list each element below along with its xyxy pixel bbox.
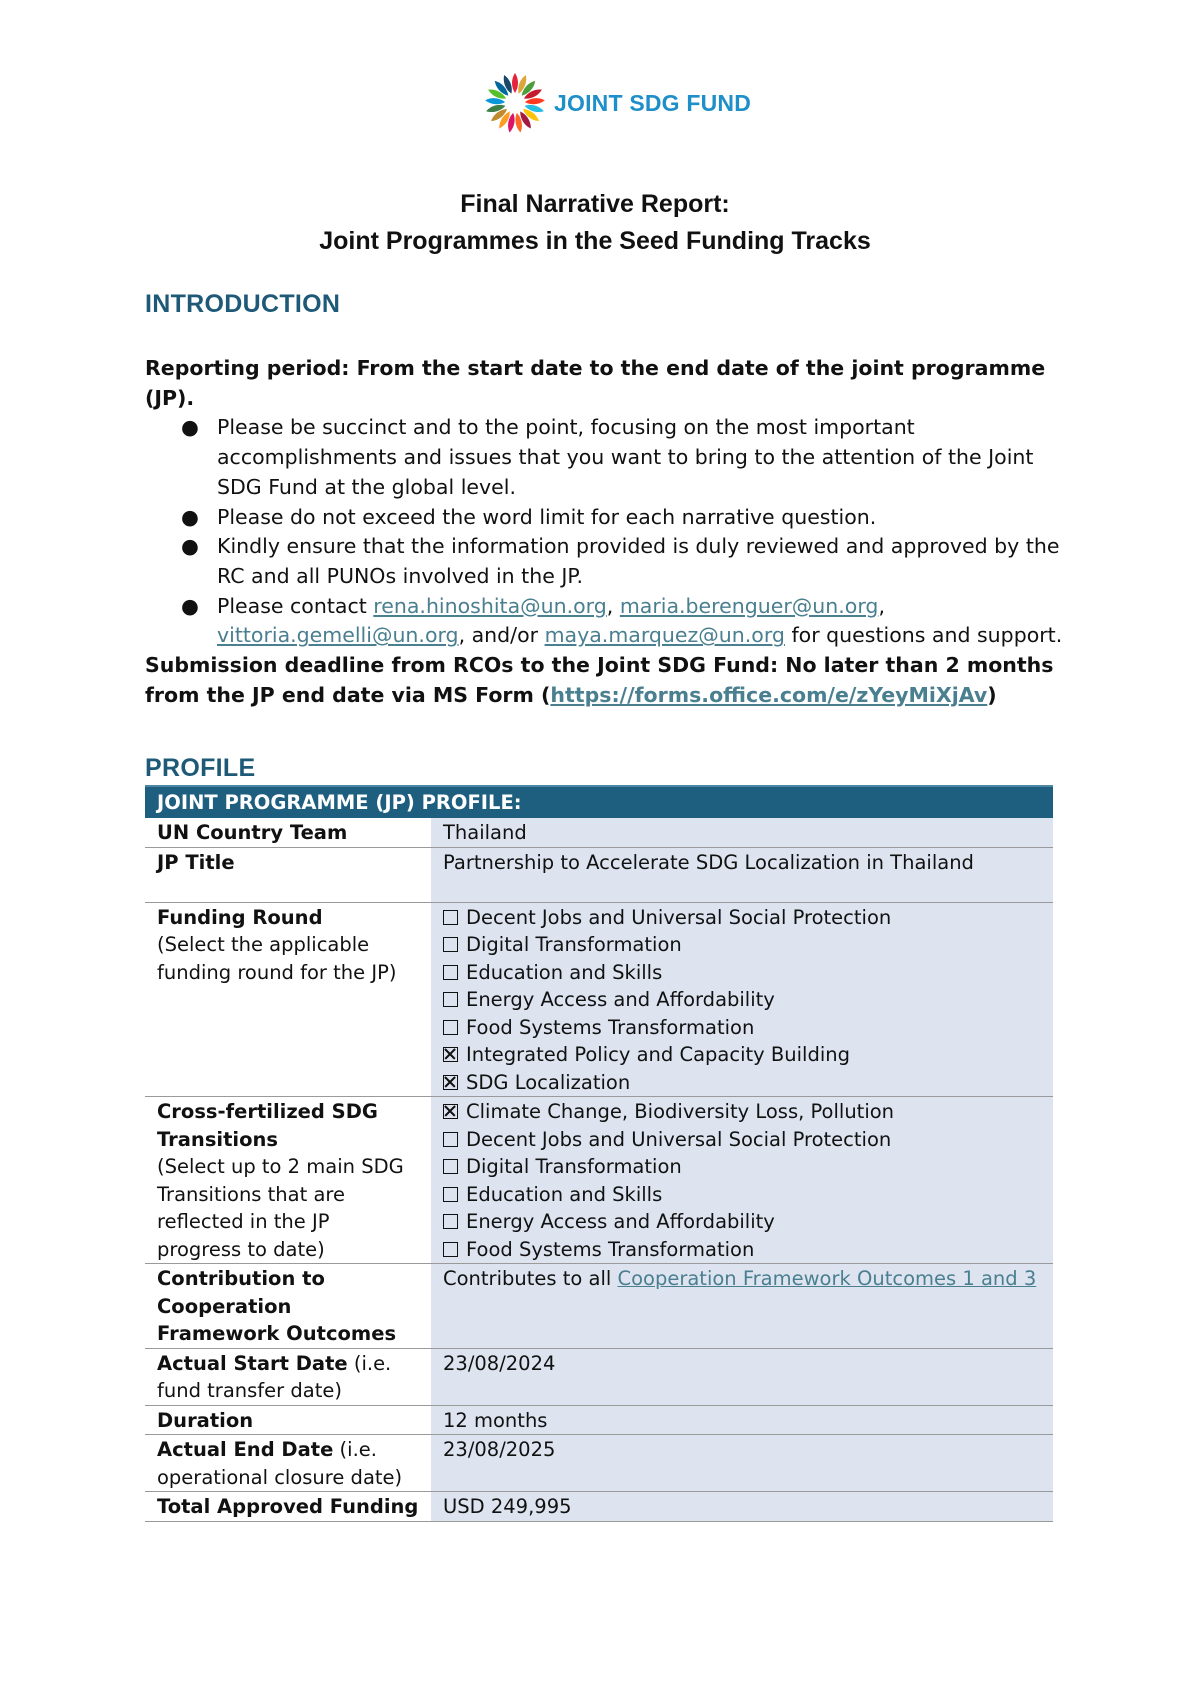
row-label: Actual Start Date (i.e. fund transfer date) <box>145 1348 431 1405</box>
reporting-period: Reporting period: From the start date to the end date of the joint programme (JP). <box>145 356 1046 410</box>
sdg-transition-options <box>431 1097 1053 1264</box>
checkbox-option[interactable]: Digital Transformation <box>443 1153 1041 1181</box>
checkbox-option[interactable]: Education and Skills <box>443 1181 1041 1209</box>
row-value: Contributes to all Cooperation Framework Outcomes 1 and 3 <box>431 1264 1053 1349</box>
checkbox-empty-icon[interactable] <box>443 1242 458 1257</box>
ms-form-link[interactable]: https://forms.office.com/e/zYeyMiXjAv <box>550 682 988 707</box>
checkbox-checked-icon[interactable] <box>443 1075 458 1090</box>
row-label: Actual End Date (i.e. operational closure date) <box>145 1435 431 1492</box>
report-title <box>0 186 1190 260</box>
jp-profile-table <box>145 785 1053 1522</box>
table-header-row <box>145 786 1053 818</box>
email-link-rena[interactable]: rena.hinoshita@un.org <box>373 593 607 618</box>
row-value: USD 249,995 <box>431 1492 1053 1522</box>
checkbox-empty-icon[interactable] <box>443 910 458 925</box>
row-label: Total Approved Funding <box>145 1492 431 1522</box>
table-row <box>145 1405 1053 1435</box>
checkbox-option[interactable]: Decent Jobs and Universal Social Protection <box>443 1126 1041 1154</box>
table-row <box>145 902 1053 1097</box>
checkbox-checked-icon[interactable] <box>443 1047 458 1062</box>
checkbox-option[interactable]: Integrated Policy and Capacity Building <box>443 1041 1041 1069</box>
row-label: Duration <box>145 1405 431 1435</box>
checkbox-empty-icon[interactable] <box>443 937 458 952</box>
table-row <box>145 1348 1053 1405</box>
row-value: 23/08/2024 <box>431 1348 1053 1405</box>
checkbox-checked-icon[interactable] <box>443 1104 458 1119</box>
row-value: Thailand <box>431 818 1053 847</box>
email-link-maya[interactable]: maya.marquez@un.org <box>544 623 785 648</box>
submission-deadline: Submission deadline from RCOs to the Joint SDG Fund: No later than 2 months from the JP end date via MS Form (https://forms.office.com/e/zYeyMiXjAv) <box>145 653 1054 707</box>
checkbox-empty-icon[interactable] <box>443 1214 458 1229</box>
row-label: Contribution to Cooperation Framework Outcomes <box>145 1264 431 1349</box>
table-row <box>145 1097 1053 1264</box>
row-value: Partnership to Accelerate SDG Localization in Thailand <box>431 847 1053 902</box>
row-value: 12 months <box>431 1405 1053 1435</box>
checkbox-empty-icon[interactable] <box>443 1159 458 1174</box>
checkbox-empty-icon[interactable] <box>443 965 458 980</box>
joint-sdg-fund-logo <box>484 72 751 134</box>
checkbox-option[interactable]: Energy Access and Affordability <box>443 1208 1041 1236</box>
table-row <box>145 847 1053 902</box>
row-label: JP Title <box>145 847 431 902</box>
checkbox-empty-icon[interactable] <box>443 992 458 1007</box>
list-item: ● Kindly ensure that the information provided is duly reviewed and approved by the RC and all PUNOs involved in the JP. <box>181 534 1060 588</box>
row-label: Cross-fertilized SDG Transitions (Select up to 2 main SDG Transitions that are reflected in the JP progress to date) <box>145 1097 431 1264</box>
logo-text: JOINT SDG FUND <box>554 89 752 116</box>
checkbox-option[interactable]: Decent Jobs and Universal Social Protection <box>443 904 1041 932</box>
checkbox-option[interactable]: SDG Localization <box>443 1069 1041 1097</box>
list-item: ● Please do not exceed the word limit for each narrative question. <box>181 504 877 529</box>
sdg-wheel-icon <box>484 72 546 134</box>
checkbox-option[interactable]: Food Systems Transformation <box>443 1014 1041 1042</box>
table-row <box>145 1492 1053 1522</box>
checkbox-option[interactable]: Food Systems Transformation <box>443 1236 1041 1264</box>
row-label: UN Country Team <box>145 818 431 847</box>
cooperation-framework-link[interactable]: Cooperation Framework Outcomes 1 and 3 <box>617 1267 1037 1290</box>
checkbox-empty-icon[interactable] <box>443 1020 458 1035</box>
checkbox-option[interactable]: Education and Skills <box>443 959 1041 987</box>
table-header: JOINT PROGRAMME (JP) PROFILE: <box>145 786 1053 818</box>
row-value: 23/08/2025 <box>431 1435 1053 1492</box>
email-link-vittoria[interactable]: vittoria.gemelli@un.org <box>217 623 459 648</box>
list-item: ● Please contact rena.hinoshita@un.org, maria.berenguer@un.org, vittoria.gemelli@un.org, and/or maya.marquez@un.org for questions and support. <box>181 593 1063 648</box>
row-label: Funding Round (Select the applicable funding round for the JP) <box>145 902 431 1097</box>
checkbox-option[interactable]: Energy Access and Affordability <box>443 986 1041 1014</box>
checkbox-option[interactable]: Climate Change, Biodiversity Loss, Pollution <box>443 1098 1041 1126</box>
list-item: ● Please be succinct and to the point, focusing on the most important accomplishments and issues that you want to bring to the attention of the Joint SDG Fund at the global level. <box>181 415 1034 499</box>
funding-round-options <box>431 902 1053 1097</box>
report-title-line1: Final Narrative Report: <box>460 190 730 218</box>
email-link-maria[interactable]: maria.berenguer@un.org <box>619 593 879 618</box>
table-row <box>145 1264 1053 1349</box>
instructions-list <box>145 413 1065 651</box>
table-row <box>145 1435 1053 1492</box>
introduction-heading: INTRODUCTION <box>145 290 341 318</box>
sdg-petal <box>512 73 518 93</box>
checkbox-option[interactable]: Digital Transformation <box>443 931 1041 959</box>
checkbox-empty-icon[interactable] <box>443 1132 458 1147</box>
report-title-line2: Joint Programmes in the Seed Funding Tracks <box>319 227 871 255</box>
profile-heading: PROFILE <box>145 754 256 782</box>
checkbox-empty-icon[interactable] <box>443 1187 458 1202</box>
table-row <box>145 818 1053 847</box>
introduction-body <box>145 354 1065 710</box>
